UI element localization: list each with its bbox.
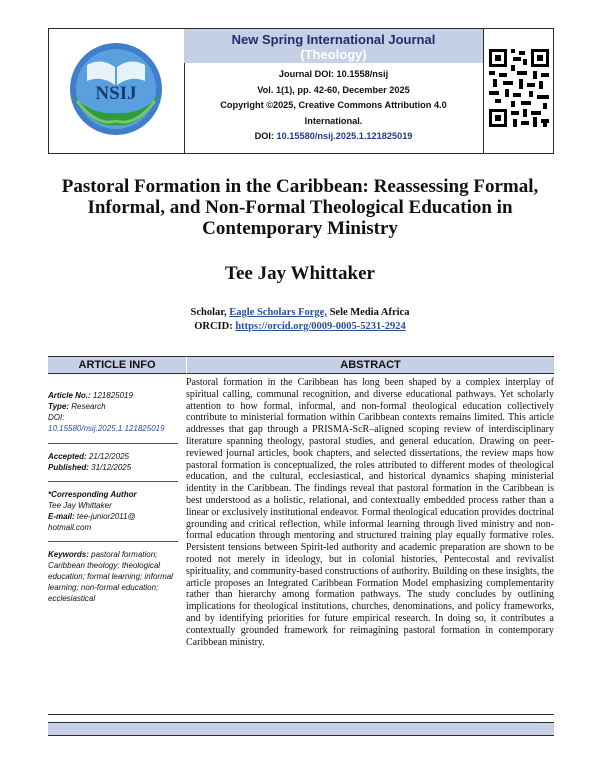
journal-name: New Spring International Journal bbox=[231, 32, 436, 47]
corresponding-label: *Corresponding Author bbox=[48, 490, 137, 499]
published-label: Published: bbox=[48, 463, 89, 472]
corresponding-block bbox=[48, 489, 178, 533]
keywords-label: Keywords: bbox=[48, 550, 89, 559]
qr-code bbox=[483, 29, 554, 153]
author-name: Tee Jay Whittaker bbox=[225, 263, 375, 284]
affiliation-line bbox=[0, 306, 600, 320]
article-no-label: Article No.: bbox=[48, 391, 91, 400]
logo-text: NSIJ bbox=[95, 83, 137, 104]
type-line bbox=[48, 401, 178, 412]
journal-subtitle: (Theology) bbox=[300, 47, 367, 62]
article-type: Research bbox=[71, 402, 106, 411]
orcid-line bbox=[0, 320, 600, 334]
journal-meta bbox=[184, 67, 483, 145]
divider bbox=[48, 443, 178, 444]
info-doi-label: DOI: bbox=[48, 413, 65, 422]
keywords-block bbox=[48, 549, 178, 604]
abstract-heading: ABSTRACT bbox=[186, 356, 554, 374]
doi-line bbox=[48, 412, 178, 434]
article-doi bbox=[184, 129, 483, 145]
author-affiliation bbox=[0, 306, 600, 334]
published-line bbox=[48, 462, 178, 473]
email-address[interactable]: tee-junior2011@ hotmail.com bbox=[48, 512, 136, 532]
email-line bbox=[48, 511, 178, 533]
type-label: Type: bbox=[48, 402, 70, 411]
copyright-line-2: International. bbox=[304, 115, 363, 126]
accepted-line bbox=[48, 451, 178, 462]
divider bbox=[48, 481, 178, 482]
divider bbox=[48, 541, 178, 542]
journal-logo bbox=[49, 29, 185, 153]
doi-label: DOI: bbox=[254, 131, 277, 141]
accepted-label: Accepted: bbox=[48, 452, 87, 461]
article-title: Pastoral Formation in the Caribbean: Reassessing Formal, Informal, and Non-Formal Theological Education in Contemporary Ministry bbox=[61, 176, 539, 239]
article-meta-block bbox=[48, 390, 178, 434]
orcid-label: ORCID: bbox=[194, 321, 236, 332]
affiliation-link[interactable]: Eagle Scholars Forge, bbox=[229, 307, 327, 318]
article-no-line bbox=[48, 390, 178, 401]
published-date: 31/12/2025 bbox=[91, 463, 132, 472]
journal-doi: Journal DOI: 10.1558/nsij bbox=[278, 69, 389, 79]
bottom-rule bbox=[48, 714, 554, 715]
abstract-text: Pastoral formation in the Caribbean has long been shaped by a complex interplay of spiritual calling, communal recognition, and diverse educational pathways. Yet scholarly attention to how formal, informal, and non-formal theological education collectively contribute to ministerial formation within Caribbean contexts remains limited. This article addresses that gap through a PRISMA-ScR–aligned scoping review of interdisciplinary literature spanning theology, pastoral studies, and general education. Drawing on peer-reviewed journal articles, book chapters, and selected dissertations, the review maps how pastoral formation is conceptualized, the roles attributed to different modes of theological education, and the cultural, ecclesiastical, and historical dynamics shaping ministerial identity in the Caribbean. The findings reveal that pastoral formation in the Caribbean is best understood as a holistic, relational, and contextually embedded process rather than a linear or exclusively institutional endeavor. Formal theological education provides doctrinal grounding and critical reflection, while informal learning through lived ministry and non-formal education through mentoring and structured training play equally formative roles. Persistent tensions between Spirit-led authority and academic preparation are shown to be rooted not merely in ideology, but in colonial histories, Pentecostal and revivalist spirituality, and community-based constructions of authority. Building on these insights, the article proposes an Integrated Caribbean Formation Model emphasizing complementarity rather than hierarchy among formation pathways. The study concludes by outlining implications for theological institutions, churches, denominations, and policy frameworks, and by identifying priorities for future empirical research. In doing so, it contributes a contextually grounded framework for reimagining pastoral formation in contemporary Caribbean ministry. bbox=[186, 377, 554, 648]
doi-link[interactable]: 10.15580/nsij.2025.1.121825019 bbox=[276, 131, 413, 141]
corresponding-name: Tee Jay Whittaker bbox=[48, 501, 112, 510]
article-info-heading: ARTICLE INFO bbox=[48, 356, 186, 374]
journal-title-band bbox=[184, 29, 483, 63]
keywords-text: pastoral formation; Caribbean theology; theological education; formal learning; informal learning; non-formal education; ecclesiastical bbox=[48, 550, 173, 603]
info-doi-link[interactable]: 10.15580/nsij.2025.1.121825019 bbox=[48, 424, 165, 433]
article-no: 121825019 bbox=[92, 391, 133, 400]
accepted-date: 21/12/2025 bbox=[88, 452, 129, 461]
dates-block bbox=[48, 451, 178, 473]
affiliation-prefix: Scholar, bbox=[190, 307, 230, 318]
email-label: E-mail: bbox=[48, 512, 75, 521]
orcid-link[interactable]: https://orcid.org/0009-0005-5231-2924 bbox=[235, 321, 406, 332]
journal-header bbox=[48, 28, 554, 154]
affiliation-suffix: Sele Media Africa bbox=[326, 307, 410, 318]
volume-info: Vol. 1(1), pp. 42-60, December 2025 bbox=[257, 84, 410, 95]
footer-band bbox=[48, 722, 554, 736]
copyright-line-1: Copyright ©2025, Creative Commons Attribution 4.0 bbox=[220, 100, 447, 110]
